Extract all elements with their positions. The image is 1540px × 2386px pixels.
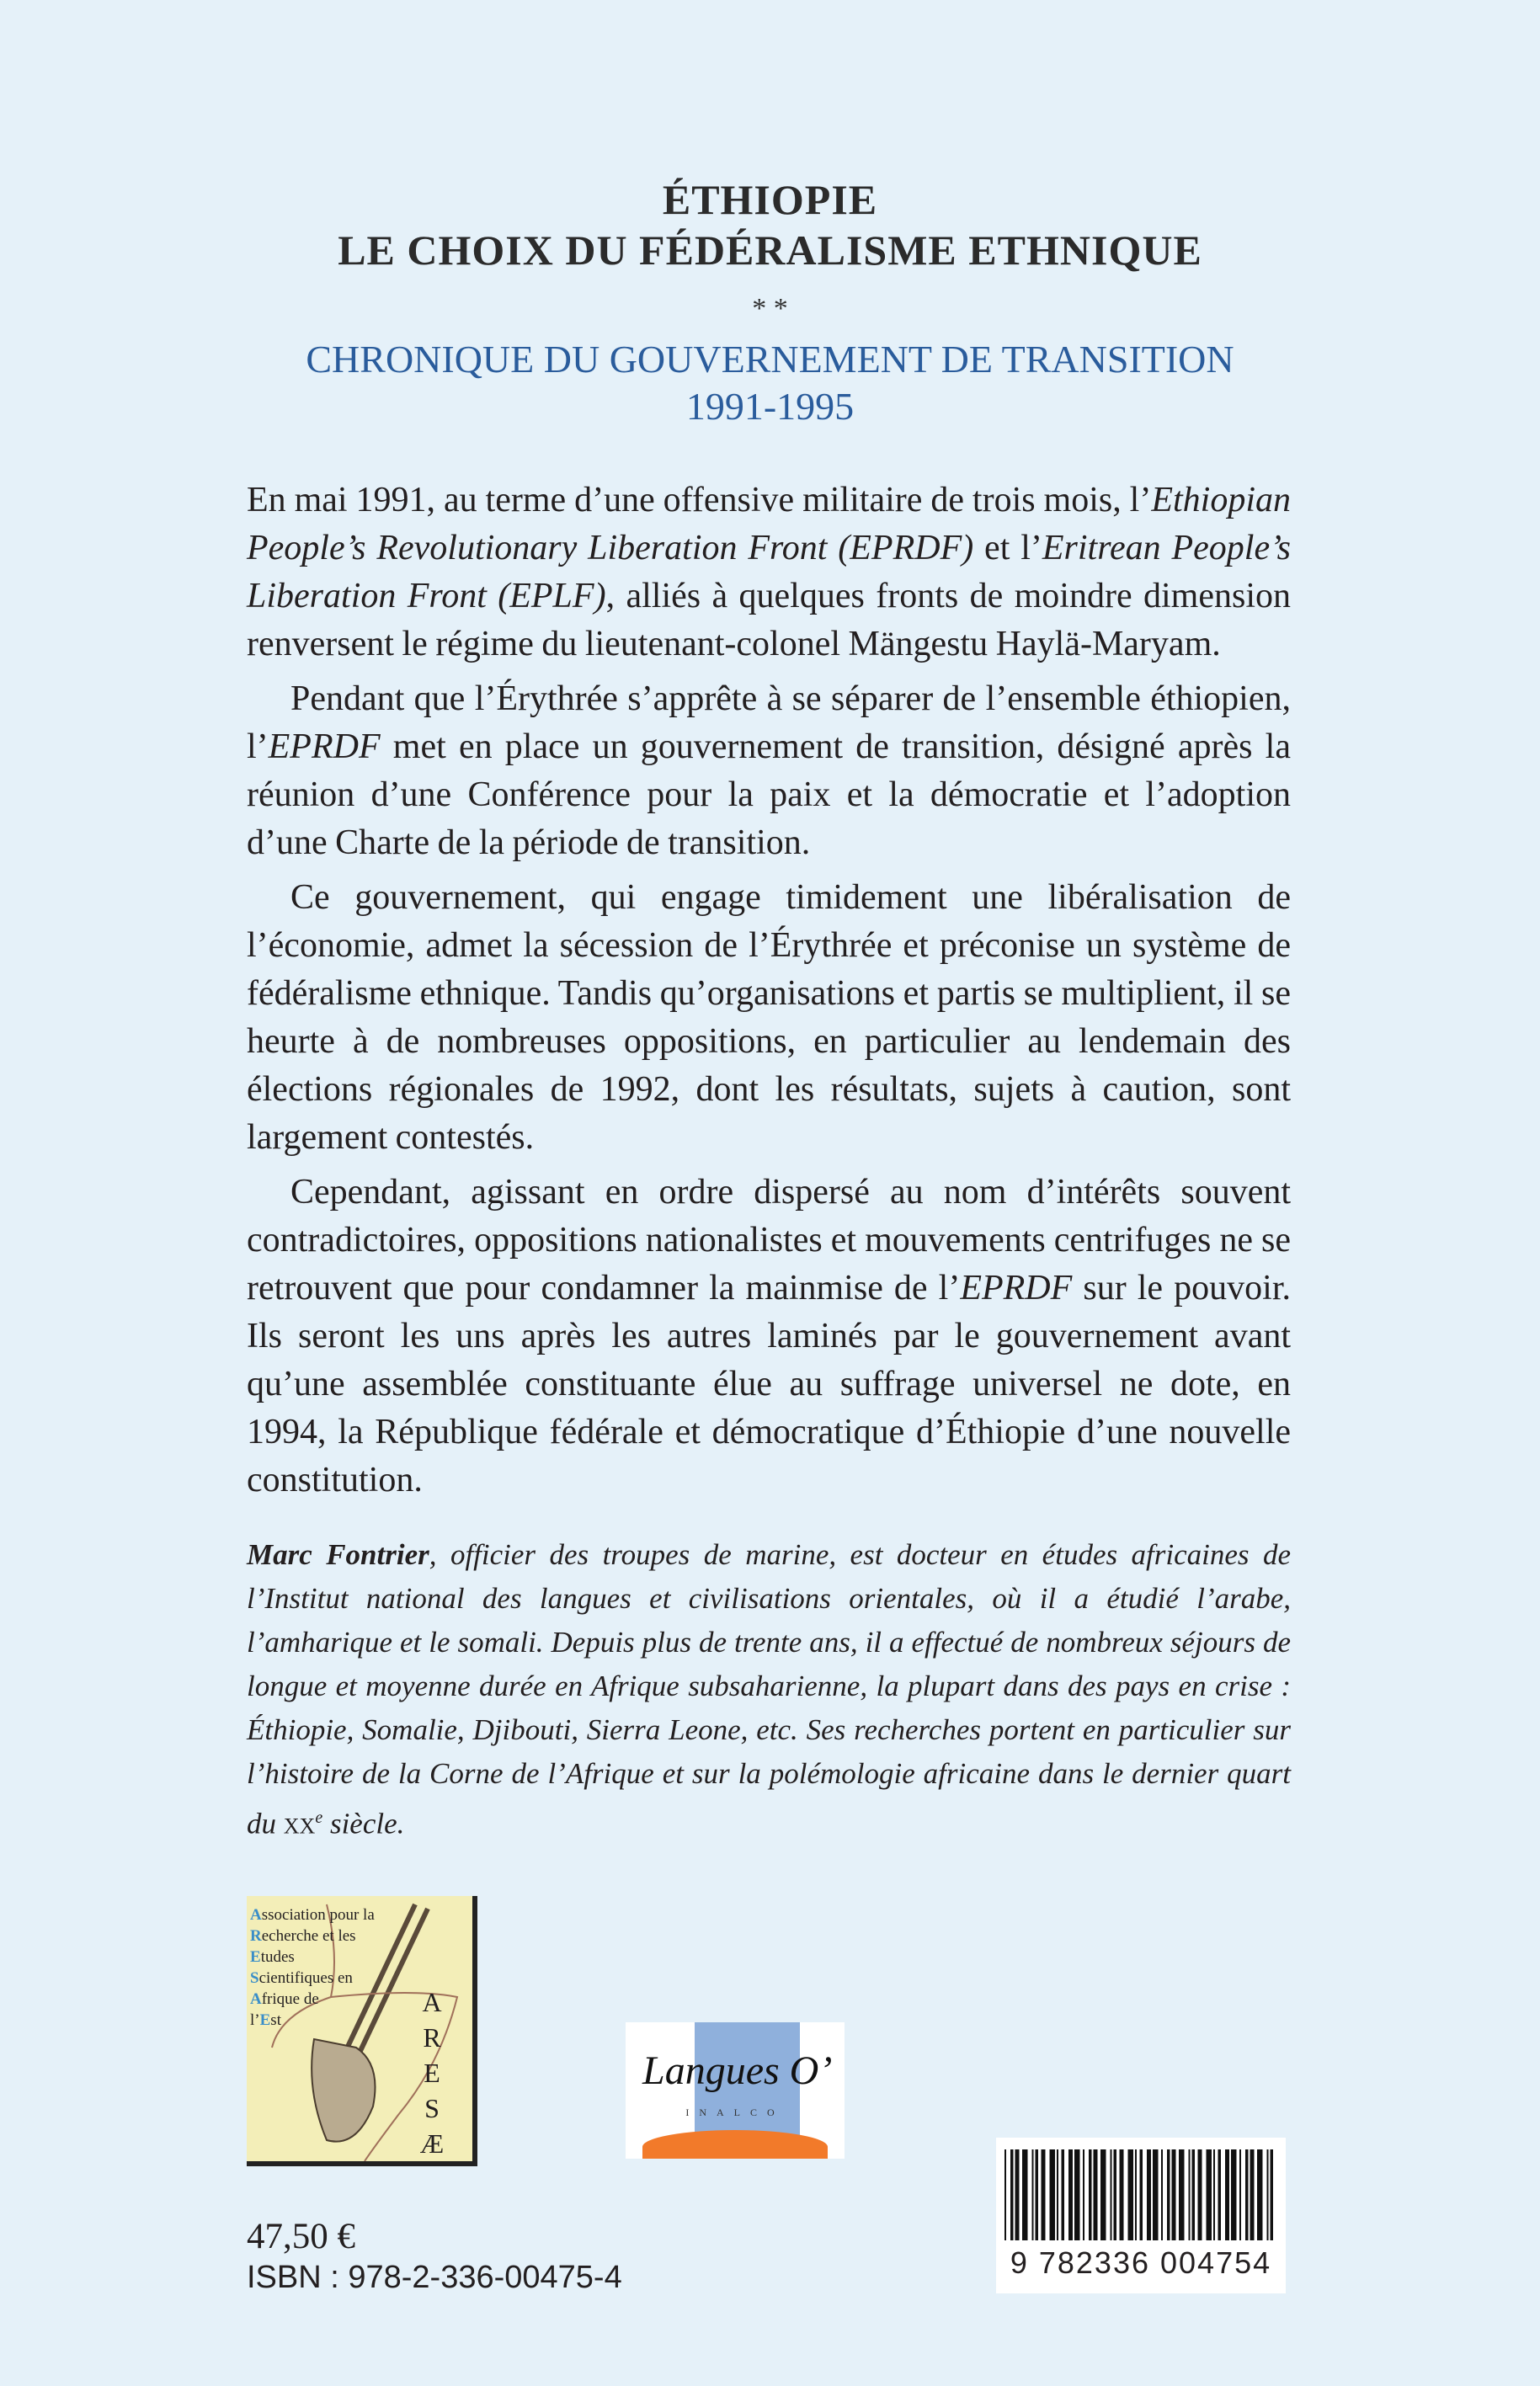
- blurb: [247, 477, 1291, 1505]
- aresae-acronym: [415, 1984, 449, 2161]
- barcode-bar: [1111, 2149, 1112, 2240]
- content-column: [247, 477, 1291, 2300]
- aresae-initial: A: [250, 1905, 262, 1924]
- aresae-letter: S: [424, 2092, 440, 2123]
- barcode-bar: [1128, 2149, 1134, 2240]
- blurb-text: Eritrean People’s Liberation Front (EPLF): [247, 529, 1292, 615]
- langues-o-logo: [626, 2022, 845, 2159]
- aresae-pre: l’: [250, 2011, 260, 2029]
- barcode-bar: [1239, 2149, 1241, 2240]
- author-bio: [247, 1533, 1291, 1849]
- barcode-bar: [1161, 2149, 1163, 2240]
- blurb-text: met en place un gouvernement de transition, désigné après la réunion d’une Conférence pour la paix et la démocratie et l’adoption d’une Charte de la période de transition.: [247, 727, 1291, 862]
- barcode-bar: [1257, 2149, 1263, 2240]
- blurb-text: EPRDF: [960, 1269, 1073, 1308]
- book-title-line1: ÉTHIOPIE: [662, 176, 878, 223]
- book-title-line2: LE CHOIX DU FÉDÉRALISME ETHNIQUE: [338, 226, 1202, 274]
- blurb-text: Pendant que l’Érythrée s’apprête à se séparer de l’ensemble éthiopien, l’: [247, 679, 1291, 766]
- blurb-text: et l’: [973, 529, 1042, 567]
- barcode-bars: [1004, 2149, 1277, 2242]
- barcode-bar: [1245, 2149, 1249, 2240]
- aresae-name: [250, 1904, 375, 2031]
- aresae-line: [250, 1968, 375, 1989]
- barcode-bar: [1167, 2149, 1170, 2240]
- barcode-bar: [1114, 2149, 1117, 2240]
- aresae-line: [250, 1989, 375, 2010]
- aresae-letter: A: [422, 1986, 442, 2017]
- langues-o-name: Langues O’: [642, 2048, 833, 2093]
- barcode-bar: [1198, 2149, 1202, 2240]
- century: XX: [283, 1813, 316, 1839]
- blurb-paragraph: [247, 874, 1291, 1162]
- barcode-bar: [1100, 2149, 1106, 2240]
- aresae-line: [250, 1925, 375, 1947]
- barcode-bar: [1147, 2149, 1151, 2240]
- barcode-bar: [1068, 2149, 1073, 2240]
- barcode-bar: [1189, 2149, 1191, 2240]
- aresae-letter: E: [424, 2057, 440, 2088]
- barcode-bar: [1231, 2149, 1237, 2240]
- barcode-bar: [1036, 2149, 1039, 2240]
- book-subtitle: CHRONIQUE DU GOUVERNEMENT DE TRANSITION: [306, 338, 1234, 381]
- barcode-bar: [1213, 2149, 1215, 2240]
- blurb-text: sur le pouvoir. Ils seront les uns après les autres laminés par le gouvernement avant qu’une assemblée constituante élue au suffrage universel ne dote, en 1994, la République fédérale et démocratique d’Éthiopie d’une nouvelle constitution.: [247, 1269, 1291, 1499]
- blurb-text: Ethiopian People’s Revolutionary Liberation Front (EPRDF): [247, 481, 1291, 567]
- barcode-bar: [1172, 2149, 1176, 2240]
- blurb-paragraph: [247, 675, 1291, 867]
- aresae-initial: E: [250, 1947, 261, 1966]
- price: 47,50 €: [247, 2216, 355, 2256]
- barcode-bar: [1179, 2149, 1185, 2240]
- barcode-bar: [1089, 2149, 1092, 2240]
- aresae-rest: cientifiques en: [258, 1968, 353, 1987]
- blurb-paragraph: [247, 477, 1291, 668]
- barcode-bar: [1250, 2149, 1255, 2240]
- aresae-initial: E: [259, 2011, 271, 2029]
- aresae-rest: ssociation pour la: [261, 1905, 375, 1924]
- bio-text: , officier des troupes de marine, est docteur en études africaines de l’Institut national des langues et civilisations orientales, où il a étudié l’arabe, l’amharique et le somali. Depuis plus de trente ans, il a effectué de nombreux séjours de longue et moyenne durée en Afrique subsaharienne, la plupart dans des pays en crise : Éthiopie, Somalie, Djibouti, Sierra Leone, etc. Ses recherches portent en particulier sur l’histoire de la Corne de l’Afrique et sur la polémologie africaine dans le dernier quart du: [247, 1538, 1291, 1840]
- barcode-bar: [1192, 2149, 1196, 2240]
- author-name: Marc Fontrier: [247, 1538, 429, 1571]
- isbn: ISBN : 978-2-336-00475-4: [247, 2259, 622, 2295]
- aresae-initial: S: [250, 1968, 259, 1987]
- barcode-bar: [1153, 2149, 1159, 2240]
- barcode-bar: [1062, 2149, 1065, 2240]
- barcode-bar: [1050, 2149, 1056, 2240]
- barcode-bar: [1120, 2149, 1124, 2240]
- aresae-line: [250, 1947, 375, 1968]
- aresae-rest: st: [270, 2011, 281, 2029]
- barcode-bar: [1267, 2149, 1269, 2240]
- century-sup: e: [315, 1808, 323, 1827]
- barcode-bar: [1010, 2149, 1014, 2240]
- barcode-bar: [1271, 2149, 1274, 2240]
- barcode-number: 9 782336 004754: [1010, 2245, 1272, 2280]
- barcode-bar: [1015, 2149, 1020, 2240]
- isbn-barcode: [996, 2138, 1286, 2293]
- aresae-letter: Æ: [419, 2128, 445, 2159]
- aresae-initial: A: [250, 1989, 262, 2008]
- bio-end: siècle.: [322, 1807, 405, 1840]
- barcode-bar: [1140, 2149, 1143, 2240]
- barcode-bar: [1074, 2149, 1080, 2240]
- aresae-letter: R: [423, 2021, 441, 2053]
- volume-mark: * *: [752, 293, 788, 324]
- barcode-bar: [1135, 2149, 1137, 2240]
- blurb-paragraph: [247, 1169, 1291, 1505]
- barcode-bar: [1207, 2149, 1212, 2240]
- book-years: 1991-1995: [685, 385, 855, 428]
- barcode-bar: [1218, 2149, 1222, 2240]
- aresae-initial: R: [250, 1926, 262, 1945]
- barcode-bar: [1057, 2149, 1058, 2240]
- barcode-bar: [1004, 2149, 1006, 2240]
- blurb-text: En mai 1991, au terme d’une offensive militaire de trois mois, l’: [247, 481, 1152, 519]
- barcode-bar: [1022, 2149, 1028, 2240]
- aresae-rest: echerche et les: [261, 1926, 356, 1945]
- inalco-label: INALCO: [685, 2106, 785, 2118]
- aresae-line: [250, 2010, 375, 2031]
- aresae-logo: [247, 1896, 477, 2166]
- cover-footer: [247, 1896, 1291, 2300]
- blurb-text: Cependant, agissant en ordre dispersé au nom d’intérêts souvent contradictoires, oppositions nationalistes et mouvements centrifuges ne se retrouvent que pour condamner la mainmise de l’: [247, 1173, 1291, 1308]
- barcode-bar: [1094, 2149, 1098, 2240]
- blurb-text: Ce gouvernement, qui engage timidement une libéralisation de l’économie, admet la sécession de l’Érythrée et préconise un système de fédéralisme ethnique. Tandis qu’organisations et partis se multiplient, il se heurte à de nombreuses oppositions, en particulier au lendemain des élections régionales de 1992, dont les résultats, sujets à caution, sont largement contestés.: [247, 878, 1291, 1157]
- globe-icon: [642, 2130, 828, 2159]
- blurb-text: , alliés à quelques fronts de moindre dimension renversent le régime du lieutenant-colonel Mängestu Haylä-Maryam.: [247, 577, 1291, 663]
- barcode-bar: [1042, 2149, 1046, 2240]
- blurb-text: EPRDF: [268, 727, 381, 766]
- barcode-bar: [1083, 2149, 1084, 2240]
- aresae-rest: frique de: [261, 1989, 319, 2008]
- aresae-rest: tudes: [260, 1947, 295, 1966]
- barcode-bar: [1032, 2149, 1034, 2240]
- barcode-bar: [1225, 2149, 1229, 2240]
- aresae-line: [250, 1904, 375, 1925]
